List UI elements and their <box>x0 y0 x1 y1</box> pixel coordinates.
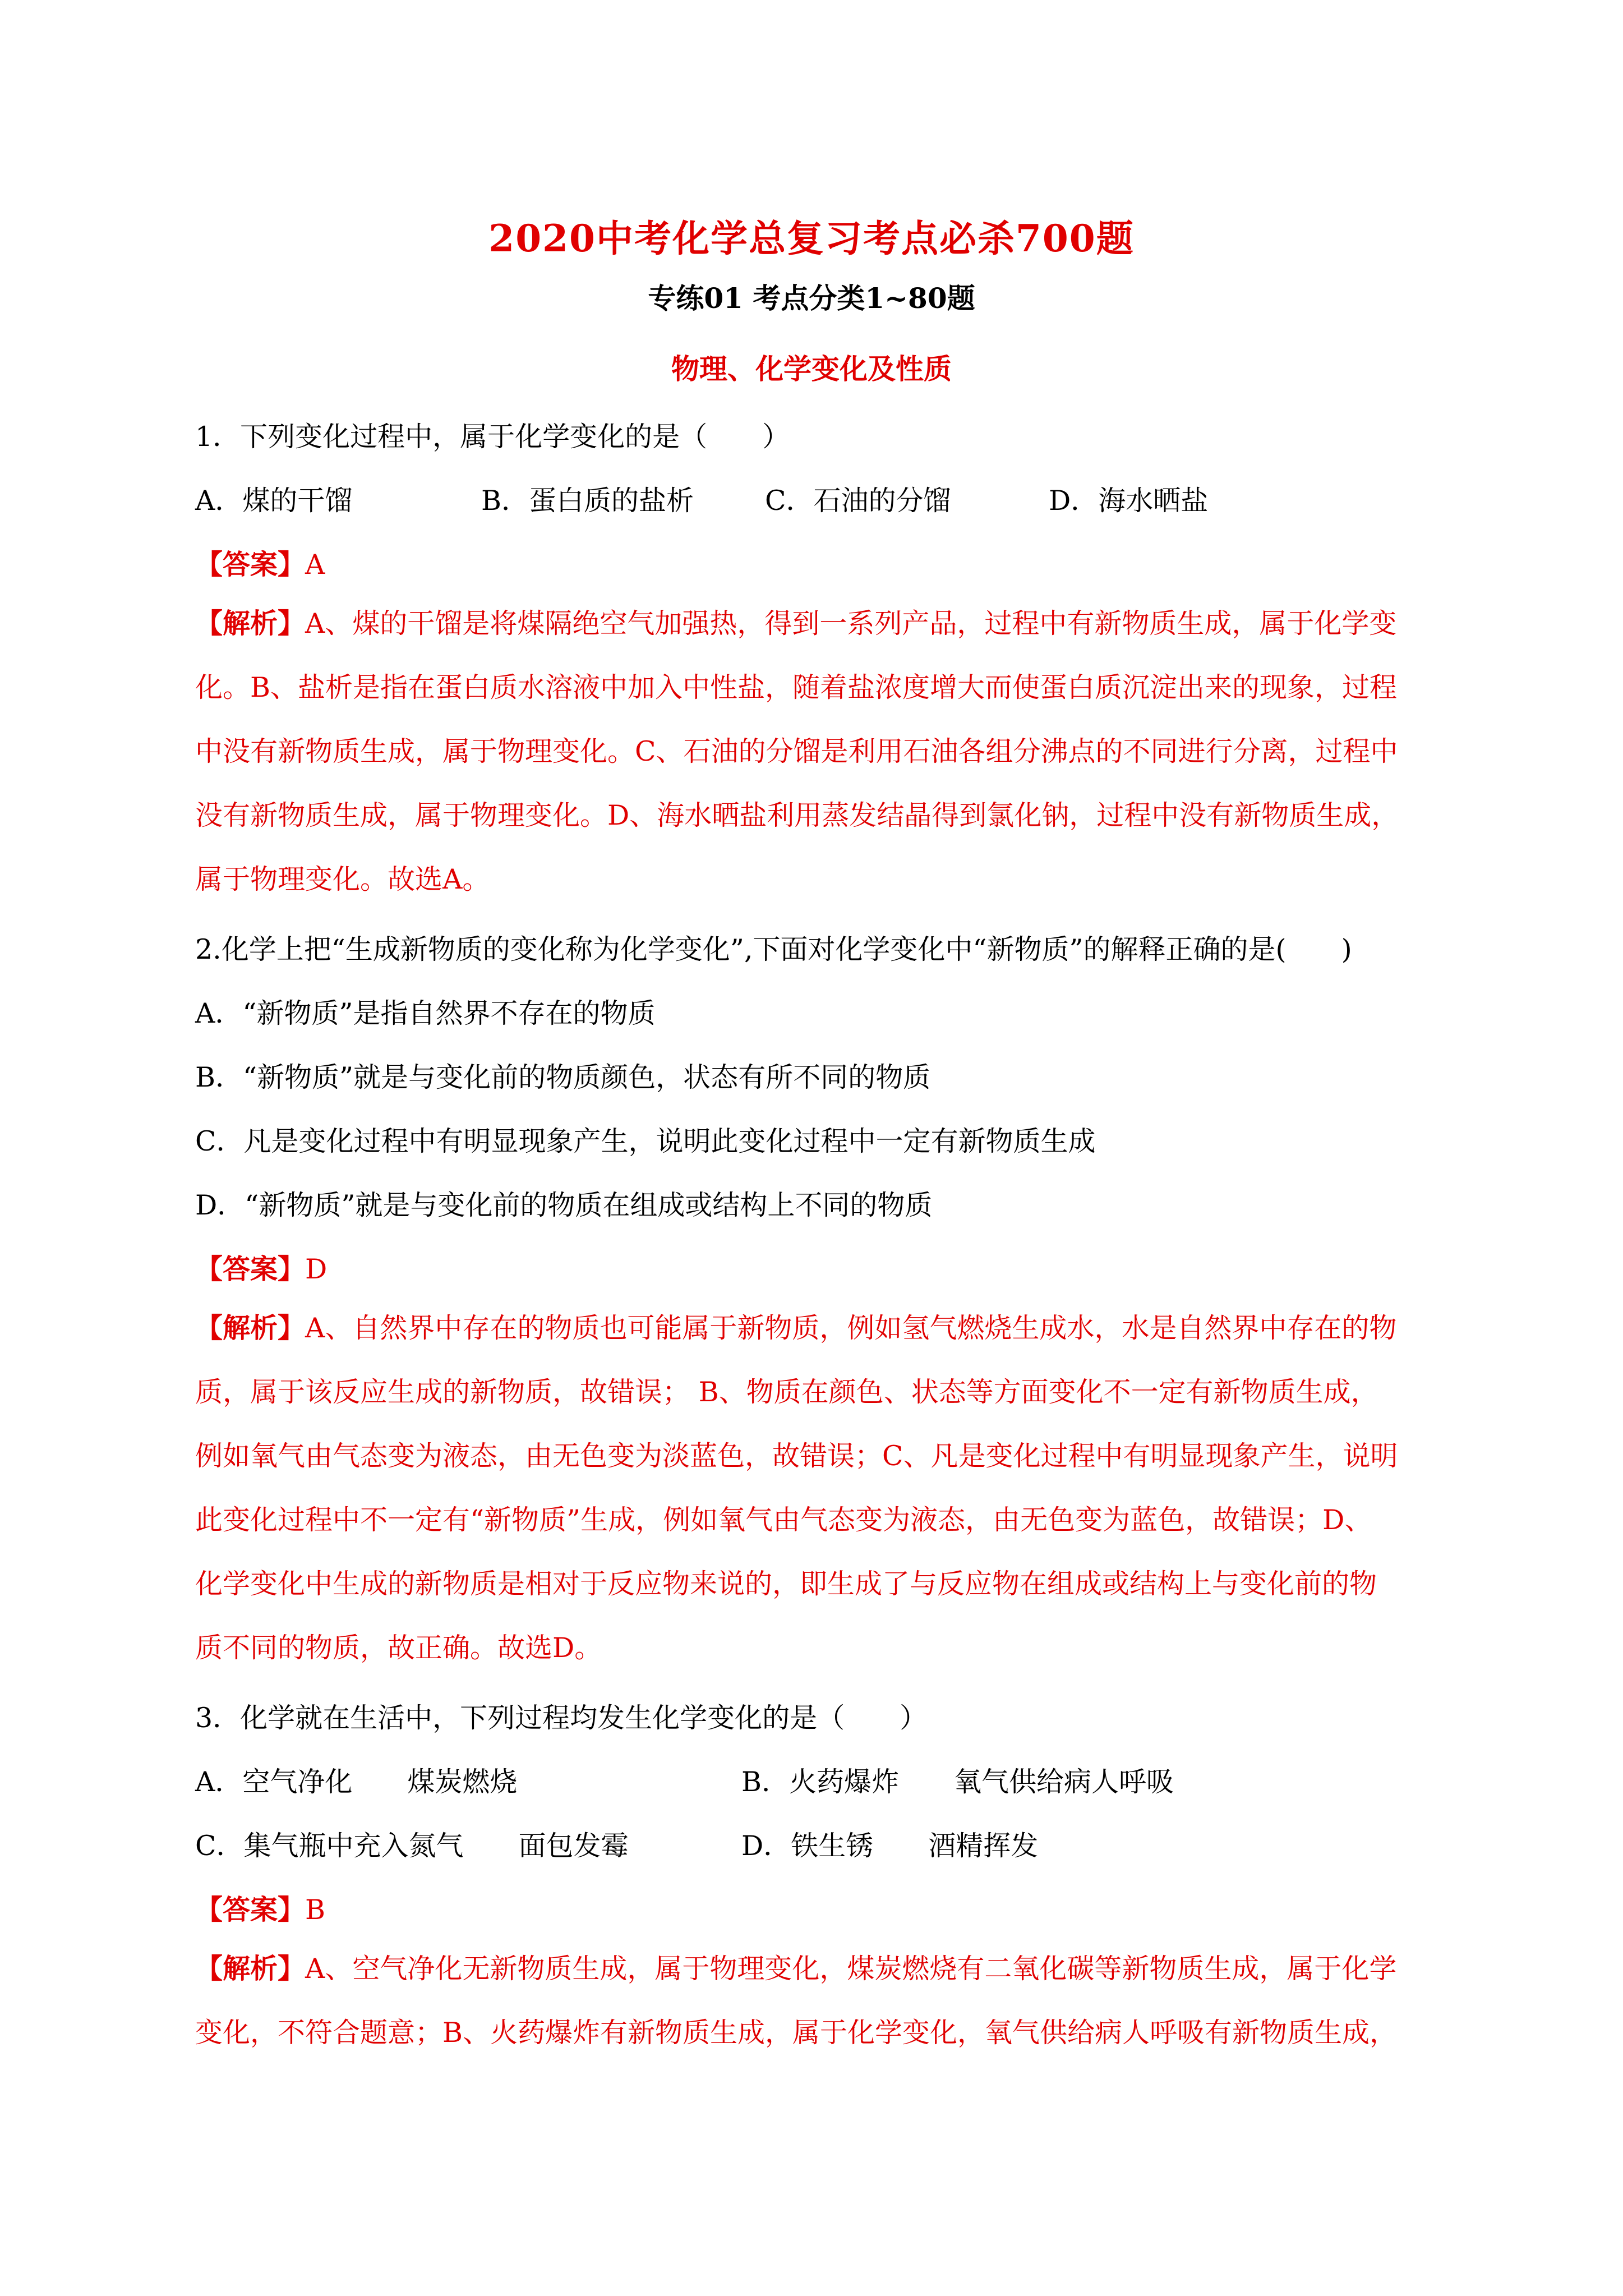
question-1-answer <box>195 543 325 582</box>
explanation-line: 变化，不符合题意；B、火药爆炸有新物质生成，属于化学变化，氧气供给病人呼吸有新物质生成， <box>195 2017 1398 2049</box>
explanation-line: 质不同的物质，故正确。故选D。 <box>195 1632 602 1664</box>
question-1-option-d: D．海水晒盐 <box>1049 485 1209 517</box>
question-1-option-a: A．煤的干馏 <box>195 485 353 517</box>
explanation-line: 此变化过程中不一定有“新物质”生成，例如氧气由气态变为液态，由无色变为蓝色，故错误；D、 <box>195 1504 1372 1536</box>
explanation-line: A、自然界中存在的物质也可能属于新物质，例如氢气燃烧生成水，水是自然界中存在的物 <box>305 1312 1397 1344</box>
document-title: 2020中考化学总复习考点必杀700题 <box>488 217 1135 260</box>
section-heading: 物理、化学变化及性质 <box>671 352 952 385</box>
explanation-line: 属于物理变化。故选A。 <box>195 863 490 895</box>
explanation-line: 例如氧气由气态变为液态，由无色变为淡蓝色，故错误；C、凡是变化过程中有明显现象产生，说明 <box>195 1440 1398 1472</box>
answer-tag: 【答案】 <box>195 548 306 581</box>
question-3-option-c: C．集气瓶中充入氮气 面包发霉 <box>195 1830 629 1862</box>
explanation-line: A、空气净化无新物质生成，属于物理变化，煤炭燃烧有二氧化碳等新物质生成，属于化学 <box>305 1953 1397 1985</box>
question-2-stem: 2.化学上把“生成新物质的变化称为化学变化”,下面对化学变化中“新物质”的解释正确的是( ) <box>195 933 1352 965</box>
explanation-line: 化学变化中生成的新物质是相对于反应物来说的，即生成了与反应物在组成或结构上与变化前的物 <box>195 1568 1377 1600</box>
explanation-line: A、煤的干馏是将煤隔绝空气加强热，得到一系列产品，过程中有新物质生成，属于化学变 <box>305 608 1397 639</box>
question-1-option-b: B．蛋白质的盐析 <box>481 485 694 517</box>
explanation-tag: 【解析】 <box>195 607 306 639</box>
answer-tag: 【答案】 <box>195 1893 306 1926</box>
question-2-option-b: B．“新物质”就是与变化前的物质颜色，状态有所不同的物质 <box>195 1061 931 1093</box>
question-3-stem: 3．化学就在生活中，下列过程均发生化学变化的是（ ） <box>195 1702 928 1734</box>
question-1-stem: 1．下列变化过程中，属于化学变化的是（ ） <box>195 421 790 453</box>
document-subtitle: 专练01 考点分类1~80题 <box>648 282 975 315</box>
explanation-line: 化。B、盐析是指在蛋白质水溶液中加入中性盐，随着盐浓度增大而使蛋白质沉淀出来的现象，过程 <box>195 671 1398 703</box>
question-3-option-d: D．铁生锈 酒精挥发 <box>741 1830 1039 1862</box>
question-3-answer <box>195 1888 325 1927</box>
question-2-option-a: A．“新物质”是指自然界不存在的物质 <box>195 997 656 1029</box>
question-1-option-c: C．石油的分馏 <box>765 485 951 517</box>
explanation-tag: 【解析】 <box>195 1312 306 1344</box>
answer-value: D <box>305 1253 328 1285</box>
answer-tag: 【答案】 <box>195 1253 306 1285</box>
answer-value: B <box>305 1894 326 1926</box>
question-3-option-b: B．火药爆炸 氧气供给病人呼吸 <box>741 1766 1174 1798</box>
question-2-answer <box>195 1248 327 1287</box>
question-2-option-d: D．“新物质”就是与变化前的物质在组成或结构上不同的物质 <box>195 1189 933 1221</box>
explanation-line: 中没有新物质生成，属于物理变化。C、石油的分馏是利用石油各组分沸点的不同进行分离，过程中 <box>195 735 1398 767</box>
answer-value: A <box>305 549 325 581</box>
explanation-line: 质，属于该反应生成的新物质，故错误； B、物质在颜色、状态等方面变化不一定有新物质生成， <box>195 1376 1378 1408</box>
explanation-tag: 【解析】 <box>195 1952 306 1985</box>
question-3-explanation <box>195 1936 1447 2065</box>
explanation-line: 没有新物质生成，属于物理变化。D、海水晒盐利用蒸发结晶得到氯化钠，过程中没有新物质生成， <box>195 799 1399 831</box>
question-3-option-a: A．空气净化 煤炭燃烧 <box>195 1766 518 1798</box>
question-2-explanation <box>195 1296 1447 1680</box>
question-2-option-c: C．凡是变化过程中有明显现象产生，说明此变化过程中一定有新物质生成 <box>195 1125 1096 1157</box>
question-1-explanation <box>195 591 1447 912</box>
